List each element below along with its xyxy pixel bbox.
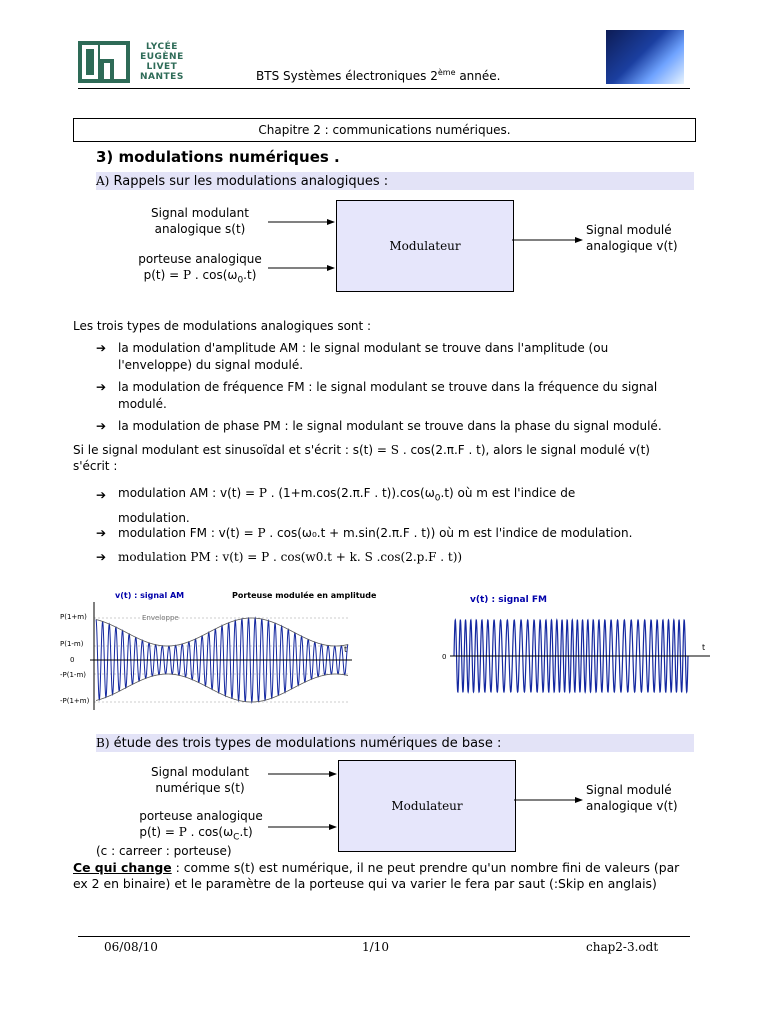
arrow-bullet-icon: ➔ (96, 526, 107, 540)
bullet-am: ➔ la modulation d'amplitude AM : le signal modulant se trouve dans l'amplitude (ou l'enveloppe) du signal modulé. (96, 341, 609, 372)
am-ytick-label: P(1-m) (60, 640, 84, 648)
footer-page: 1/10 (362, 940, 389, 954)
school-name-line: EUGÈNE (140, 52, 184, 62)
diagram-a-arrows (0, 0, 768, 300)
input-signal-label: Signal modulant analogique s(t) (151, 206, 249, 236)
school-name-line: LYCÉE (145, 42, 178, 52)
school-name-line: LIVET (146, 62, 178, 72)
bullet-pm: ➔ la modulation de phase PM : le signal modulant se trouve dans la phase du signal modulé. (96, 419, 662, 433)
fm-xlabel: t (702, 643, 706, 652)
fm-ytick-label: 0 (442, 653, 447, 661)
school-name-line: NANTES (140, 72, 184, 82)
header-title: BTS Systèmes électroniques 2ème année. (256, 68, 501, 83)
formula-fm: ➔ modulation FM : v(t) = P . cos(ω₀.t + m.sin(2.π.F . t)) où m est l'indice de modulation. (96, 526, 633, 540)
carrier-label: porteuse analogique p(t) = P . $\cos(\omega_0.t)$ (138, 252, 262, 286)
am-series-label: v(t) : signal AM (115, 591, 185, 600)
chapter-title: Chapitre 2 : communications numériques. (73, 118, 696, 142)
am-envelope-top (96, 618, 348, 646)
change-paragraph: Ce qui change : comme s(t) est numérique, il ne peut prendre qu'un nombre fini de valeurs (par ex 2 en binaire) et le paramètre de la porteuse qui va varier le fera par saut (:Skip en anglais) (73, 860, 680, 891)
sinus-text: Si le signal modulant est sinusoïdal et s'écrit : s(t) = S . cos(2.π.F . t), alors le signal modulé v(t) s'écrit : (73, 443, 650, 473)
footer-rule (78, 936, 690, 937)
footer-file: chap2-3.odt (586, 940, 659, 954)
am-ytick-label: -P(1-m) (60, 671, 87, 679)
bullet-fm: ➔ la modulation de fréquence FM : le signal modulant se trouve dans la fréquence du signal modulé. (96, 380, 658, 411)
am-chart (60, 586, 390, 716)
am-ytick-label: 0 (70, 656, 75, 664)
formula-pm: ➔ modulation PM : v(t) = P . cos(w0.t + k. S .cos(2.p.F . t)) (96, 550, 463, 564)
fm-chart (440, 586, 720, 706)
intro-text: Les trois types de modulations analogiques sont : (73, 319, 372, 333)
output-signal-label: Signal modulé analogique v(t) (586, 223, 678, 253)
am-xlabel: t (344, 645, 348, 654)
carrier-label-b: porteuse analogique p(t) = P . $\cos(\omega_C.t)$ (139, 809, 263, 843)
carrier-note: (c : carreer : porteuse) (96, 844, 232, 858)
change-label: Ce qui change (73, 860, 172, 875)
arrow-bullet-icon: ➔ (96, 419, 107, 433)
arrow-bullet-icon: ➔ (96, 380, 107, 394)
arrow-bullet-icon: ➔ (96, 550, 107, 564)
input-digital-label: Signal modulant numérique s(t) (151, 765, 249, 795)
subheading-a: A) Rappels sur les modulations analogiques : (96, 172, 694, 190)
modulator-box: Modulateur (336, 200, 514, 292)
diagram-b-arrows (0, 740, 768, 860)
fm-series-label: v(t) : signal FM (470, 595, 547, 605)
formula-am: ➔ modulation AM : v(t) = P . (1+m.cos(2.π.F . $t)).\cos(\omega_0.t)$ où m est l'indice de modulation. (96, 486, 576, 526)
am-envelope-bottom (96, 674, 348, 702)
arrow-bullet-icon: ➔ (96, 488, 107, 502)
am-ytick-label: P(1+m) (60, 613, 87, 621)
arrow-bullet-icon: ➔ (96, 341, 107, 355)
envelope-annotation: Enveloppe (142, 614, 179, 622)
am-ytick-label: -P(1+m) (60, 697, 90, 705)
am-chart-title: Porteuse modulée en amplitude (232, 591, 377, 600)
modulator-box-b: Modulateur (338, 760, 516, 852)
footer-date: 06/08/10 (104, 940, 158, 954)
section-title: 3) modulations numériques . (96, 148, 340, 166)
output-signal-label-b: Signal modulé analogique v(t) (586, 783, 678, 813)
subheading-b: B) étude des trois types de modulations numériques de base : (96, 734, 694, 752)
